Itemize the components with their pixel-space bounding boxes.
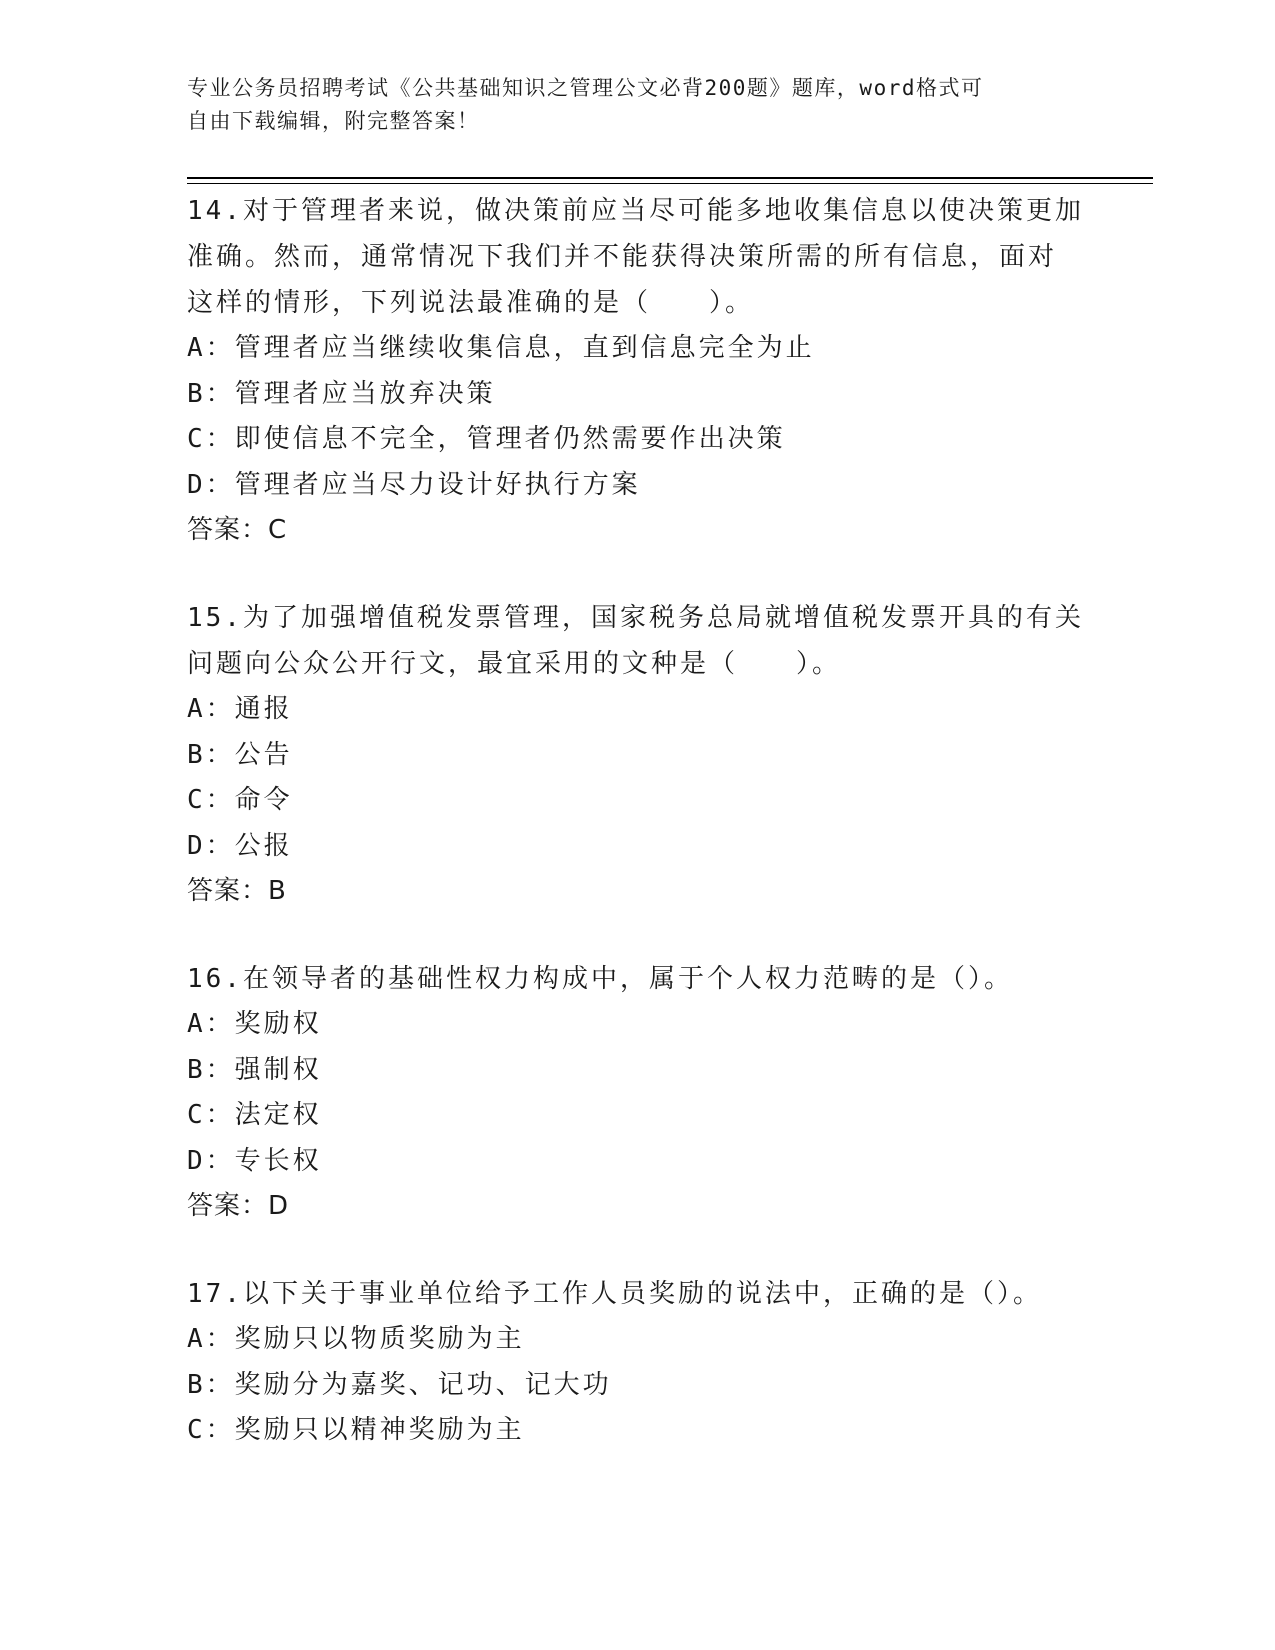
answer: 答案：B	[187, 876, 287, 906]
question-stem	[187, 956, 1087, 1002]
option-d: D：公报	[187, 830, 293, 861]
option-b: B：公告	[187, 739, 293, 770]
option-a: A：奖励权	[187, 1009, 322, 1039]
question-stem	[187, 188, 1087, 326]
document-header	[187, 72, 1087, 138]
option-c: C：法定权	[187, 1100, 322, 1130]
option-b: B：强制权	[187, 1054, 322, 1085]
question-list	[187, 188, 1087, 1496]
question-stem	[187, 1271, 1087, 1317]
stem-line: 14.对于管理者来说，做决策前应当尽可能多地收集信息以使决策更加	[187, 196, 1084, 226]
stem-line: 这样的情形，下列说法最准确的是（ ）。	[187, 288, 755, 318]
header-line-1: 专业公务员招聘考试《公共基础知识之管理公文必背200题》题库，word格式可	[187, 76, 984, 100]
header-line-2: 自由下载编辑，附完整答案！	[187, 109, 480, 133]
answer: 答案：D	[187, 1191, 290, 1221]
question-14	[187, 188, 1087, 553]
stem-line: 17.以下关于事业单位给予工作人员奖励的说法中，正确的是（）。	[187, 1279, 1042, 1309]
question-17	[187, 1271, 1087, 1454]
option-a: A：通报	[187, 694, 293, 724]
option-c: C：奖励只以精神奖励为主	[187, 1415, 525, 1445]
option-d: D：管理者应当尽力设计好执行方案	[187, 469, 641, 500]
option-c: C：命令	[187, 785, 293, 815]
option-a: A：奖励只以物质奖励为主	[187, 1324, 525, 1354]
stem-line: 准确。然而，通常情况下我们并不能获得决策所需的所有信息，面对	[187, 242, 1058, 272]
option-c: C：即使信息不完全，管理者仍然需要作出决策	[187, 424, 786, 454]
option-d: D：专长权	[187, 1145, 322, 1176]
question-15	[187, 595, 1087, 914]
question-stem	[187, 595, 1087, 687]
stem-line: 问题向公众公开行文，最宜采用的文种是（ ）。	[187, 649, 842, 679]
answer: 答案：C	[187, 515, 288, 545]
question-16	[187, 956, 1087, 1229]
stem-line: 15.为了加强增值税发票管理，国家税务总局就增值税发票开具的有关	[187, 603, 1084, 633]
header-divider-thick	[187, 177, 1153, 179]
option-b: B：奖励分为嘉奖、记功、记大功	[187, 1369, 612, 1400]
header-divider-thin	[187, 183, 1153, 184]
stem-line: 16.在领导者的基础性权力构成中，属于个人权力范畴的是（）。	[187, 964, 1013, 994]
option-b: B：管理者应当放弃决策	[187, 378, 496, 409]
option-a: A：管理者应当继续收集信息，直到信息完全为止	[187, 333, 815, 363]
